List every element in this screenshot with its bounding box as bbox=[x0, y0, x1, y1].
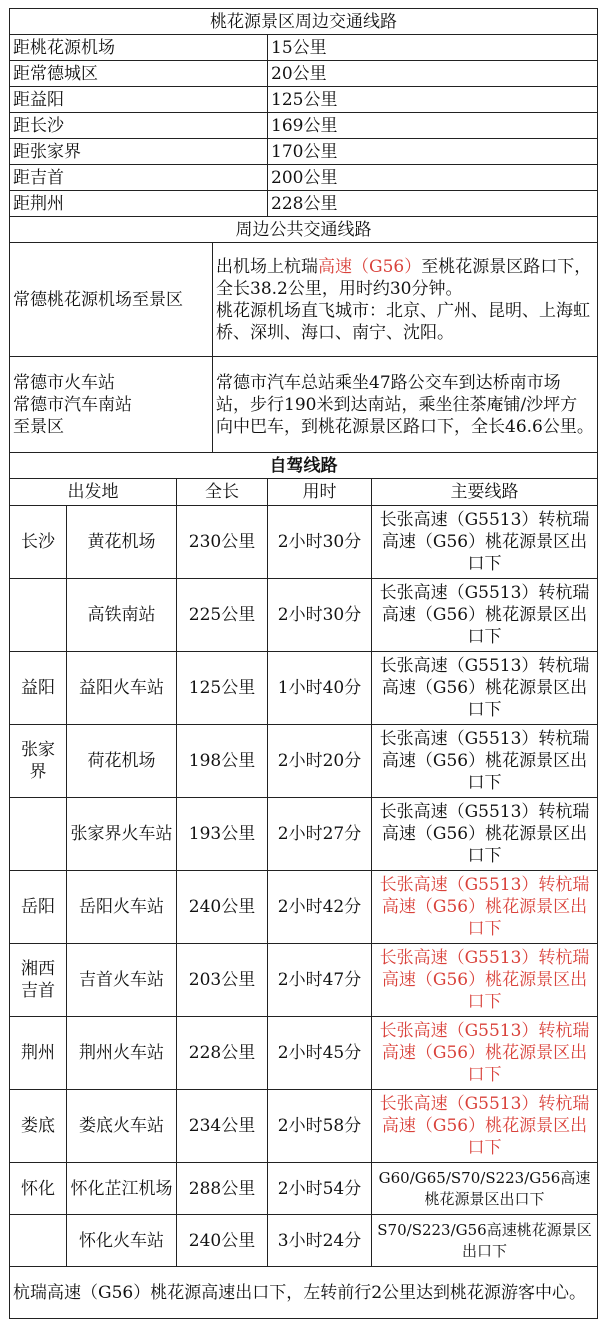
distance-place: 距益阳 bbox=[10, 87, 268, 113]
drive-row bbox=[10, 725, 598, 798]
drive-route: S70/S223/G56高速桃花源景区出口下 bbox=[372, 1215, 598, 1267]
drive-length: 193公里 bbox=[177, 798, 268, 871]
distance-place: 距吉首 bbox=[10, 165, 268, 191]
public-desc-highlight: 高速（G56） bbox=[318, 256, 422, 277]
public-desc-cities: 桃花源机场直飞城市：北京、广州、昆明、上海虹桥、深圳、海口、南宁、沈阳。 bbox=[216, 300, 590, 343]
distance-value: 125公里 bbox=[268, 87, 598, 113]
drive-length: 288公里 bbox=[177, 1163, 268, 1215]
distance-section-header bbox=[10, 9, 598, 35]
transport-document bbox=[9, 8, 597, 1319]
drive-route: G60/G65/S70/S223/G56高速桃花源景区出口下 bbox=[372, 1163, 598, 1215]
drive-length: 198公里 bbox=[177, 725, 268, 798]
distance-title: 桃花源景区周边交通线路 bbox=[10, 9, 598, 35]
distance-value: 20公里 bbox=[268, 61, 598, 87]
drive-header-row bbox=[10, 479, 598, 506]
public-from bbox=[10, 357, 213, 453]
drive-row bbox=[10, 798, 598, 871]
public-row-train bbox=[10, 357, 598, 453]
distance-place: 距常德城区 bbox=[10, 61, 268, 87]
drive-time: 2小时42分 bbox=[268, 871, 372, 944]
drive-route: 长张高速（G5513）转杭瑞高速（G56）桃花源景区出口下 bbox=[372, 798, 598, 871]
drive-time: 2小时30分 bbox=[268, 506, 372, 579]
drive-row bbox=[10, 506, 598, 579]
drive-section-header bbox=[10, 453, 598, 479]
public-desc-post: 至桃花源景区路口下，全长38.2公里，用时约30分钟。 bbox=[216, 256, 592, 299]
drive-time: 2小时20分 bbox=[268, 725, 372, 798]
drive-row bbox=[10, 1215, 598, 1267]
header-length: 全长 bbox=[177, 479, 268, 506]
distance-place: 距荆州 bbox=[10, 191, 268, 217]
drive-station: 娄底火车站 bbox=[67, 1090, 177, 1163]
drive-time: 3小时24分 bbox=[268, 1215, 372, 1267]
footer-row bbox=[10, 1267, 598, 1319]
drive-route: 长张高速（G5513）转杭瑞高速（G56）桃花源景区出口下 bbox=[372, 506, 598, 579]
drive-city: 岳阳 bbox=[10, 871, 67, 944]
drive-row bbox=[10, 871, 598, 944]
drive-route: 长张高速（G5513）转杭瑞高速（G56）桃花源景区出口下 bbox=[372, 1090, 598, 1163]
distance-value: 228公里 bbox=[268, 191, 598, 217]
footer-note: 杭瑞高速（G56）桃花源高速出口下，左转前行2公里达到桃花源游客中心。 bbox=[10, 1267, 598, 1319]
drive-length: 230公里 bbox=[177, 506, 268, 579]
public-from-line: 常德市汽车南站 bbox=[13, 394, 132, 415]
drive-row bbox=[10, 579, 598, 652]
drive-time: 2小时54分 bbox=[268, 1163, 372, 1215]
drive-city: 湘西吉首 bbox=[10, 944, 67, 1017]
drive-time: 2小时45分 bbox=[268, 1017, 372, 1090]
drive-city bbox=[10, 798, 67, 871]
drive-station: 岳阳火车站 bbox=[67, 871, 177, 944]
public-from-line: 常德市火车站 bbox=[13, 372, 115, 393]
drive-city bbox=[10, 1215, 67, 1267]
distance-value: 200公里 bbox=[268, 165, 598, 191]
drive-length: 225公里 bbox=[177, 579, 268, 652]
distance-row bbox=[10, 61, 598, 87]
drive-row bbox=[10, 652, 598, 725]
distance-place: 距桃花源机场 bbox=[10, 35, 268, 61]
drive-title: 自驾线路 bbox=[10, 453, 598, 479]
drive-city bbox=[10, 579, 67, 652]
drive-time: 2小时30分 bbox=[268, 579, 372, 652]
drive-route: 长张高速（G5513）转杭瑞高速（G56）桃花源景区出口下 bbox=[372, 871, 598, 944]
drive-time: 1小时40分 bbox=[268, 652, 372, 725]
drive-length: 125公里 bbox=[177, 652, 268, 725]
header-origin: 出发地 bbox=[10, 479, 177, 506]
drive-station: 怀化芷江机场 bbox=[67, 1163, 177, 1215]
drive-route: 长张高速（G5513）转杭瑞高速（G56）桃花源景区出口下 bbox=[372, 579, 598, 652]
public-desc: 常德市汽车总站乘坐47路公交车到达桥南市场站，步行190米到达南站，乘坐往茶庵铺/沙坪方向中巴车，到桃花源景区路口下，全长46.6公里。 bbox=[213, 357, 598, 453]
drive-length: 228公里 bbox=[177, 1017, 268, 1090]
drive-length: 240公里 bbox=[177, 871, 268, 944]
drive-time: 2小时58分 bbox=[268, 1090, 372, 1163]
drive-station: 张家界火车站 bbox=[67, 798, 177, 871]
public-title: 周边公共交通线路 bbox=[10, 217, 598, 243]
drive-row bbox=[10, 1090, 598, 1163]
public-from-line: 至景区 bbox=[13, 416, 64, 437]
distance-place: 距张家界 bbox=[10, 139, 268, 165]
header-time: 用时 bbox=[268, 479, 372, 506]
public-desc bbox=[213, 243, 598, 357]
distance-row bbox=[10, 139, 598, 165]
transport-table bbox=[9, 8, 598, 1319]
distance-row bbox=[10, 35, 598, 61]
drive-route: 长张高速（G5513）转杭瑞高速（G56）桃花源景区出口下 bbox=[372, 1017, 598, 1090]
drive-city: 长沙 bbox=[10, 506, 67, 579]
distance-place: 距长沙 bbox=[10, 113, 268, 139]
public-row-airport bbox=[10, 243, 598, 357]
drive-time: 2小时27分 bbox=[268, 798, 372, 871]
drive-city: 荆州 bbox=[10, 1017, 67, 1090]
distance-value: 15公里 bbox=[268, 35, 598, 61]
drive-row bbox=[10, 944, 598, 1017]
drive-city: 娄底 bbox=[10, 1090, 67, 1163]
distance-row bbox=[10, 113, 598, 139]
drive-route: 长张高速（G5513）转杭瑞高速（G56）桃花源景区出口下 bbox=[372, 725, 598, 798]
drive-station: 黄花机场 bbox=[67, 506, 177, 579]
drive-station: 益阳火车站 bbox=[67, 652, 177, 725]
public-section-header bbox=[10, 217, 598, 243]
drive-station: 高铁南站 bbox=[67, 579, 177, 652]
drive-time: 2小时47分 bbox=[268, 944, 372, 1017]
drive-city: 益阳 bbox=[10, 652, 67, 725]
drive-length: 240公里 bbox=[177, 1215, 268, 1267]
drive-length: 203公里 bbox=[177, 944, 268, 1017]
drive-city: 怀化 bbox=[10, 1163, 67, 1215]
drive-route: 长张高速（G5513）转杭瑞高速（G56）桃花源景区出口下 bbox=[372, 652, 598, 725]
header-route: 主要线路 bbox=[372, 479, 598, 506]
distance-value: 169公里 bbox=[268, 113, 598, 139]
public-from: 常德桃花源机场至景区 bbox=[10, 243, 213, 357]
distance-row bbox=[10, 191, 598, 217]
distance-value: 170公里 bbox=[268, 139, 598, 165]
drive-route: 长张高速（G5513）转杭瑞高速（G56）桃花源景区出口下 bbox=[372, 944, 598, 1017]
drive-station: 怀化火车站 bbox=[67, 1215, 177, 1267]
drive-station: 吉首火车站 bbox=[67, 944, 177, 1017]
public-desc-pre: 出机场上杭瑞 bbox=[216, 256, 318, 277]
distance-row bbox=[10, 87, 598, 113]
drive-city: 张家界 bbox=[10, 725, 67, 798]
drive-station: 荷花机场 bbox=[67, 725, 177, 798]
drive-length: 234公里 bbox=[177, 1090, 268, 1163]
drive-row bbox=[10, 1163, 598, 1215]
drive-station: 荆州火车站 bbox=[67, 1017, 177, 1090]
drive-row bbox=[10, 1017, 598, 1090]
distance-row bbox=[10, 165, 598, 191]
